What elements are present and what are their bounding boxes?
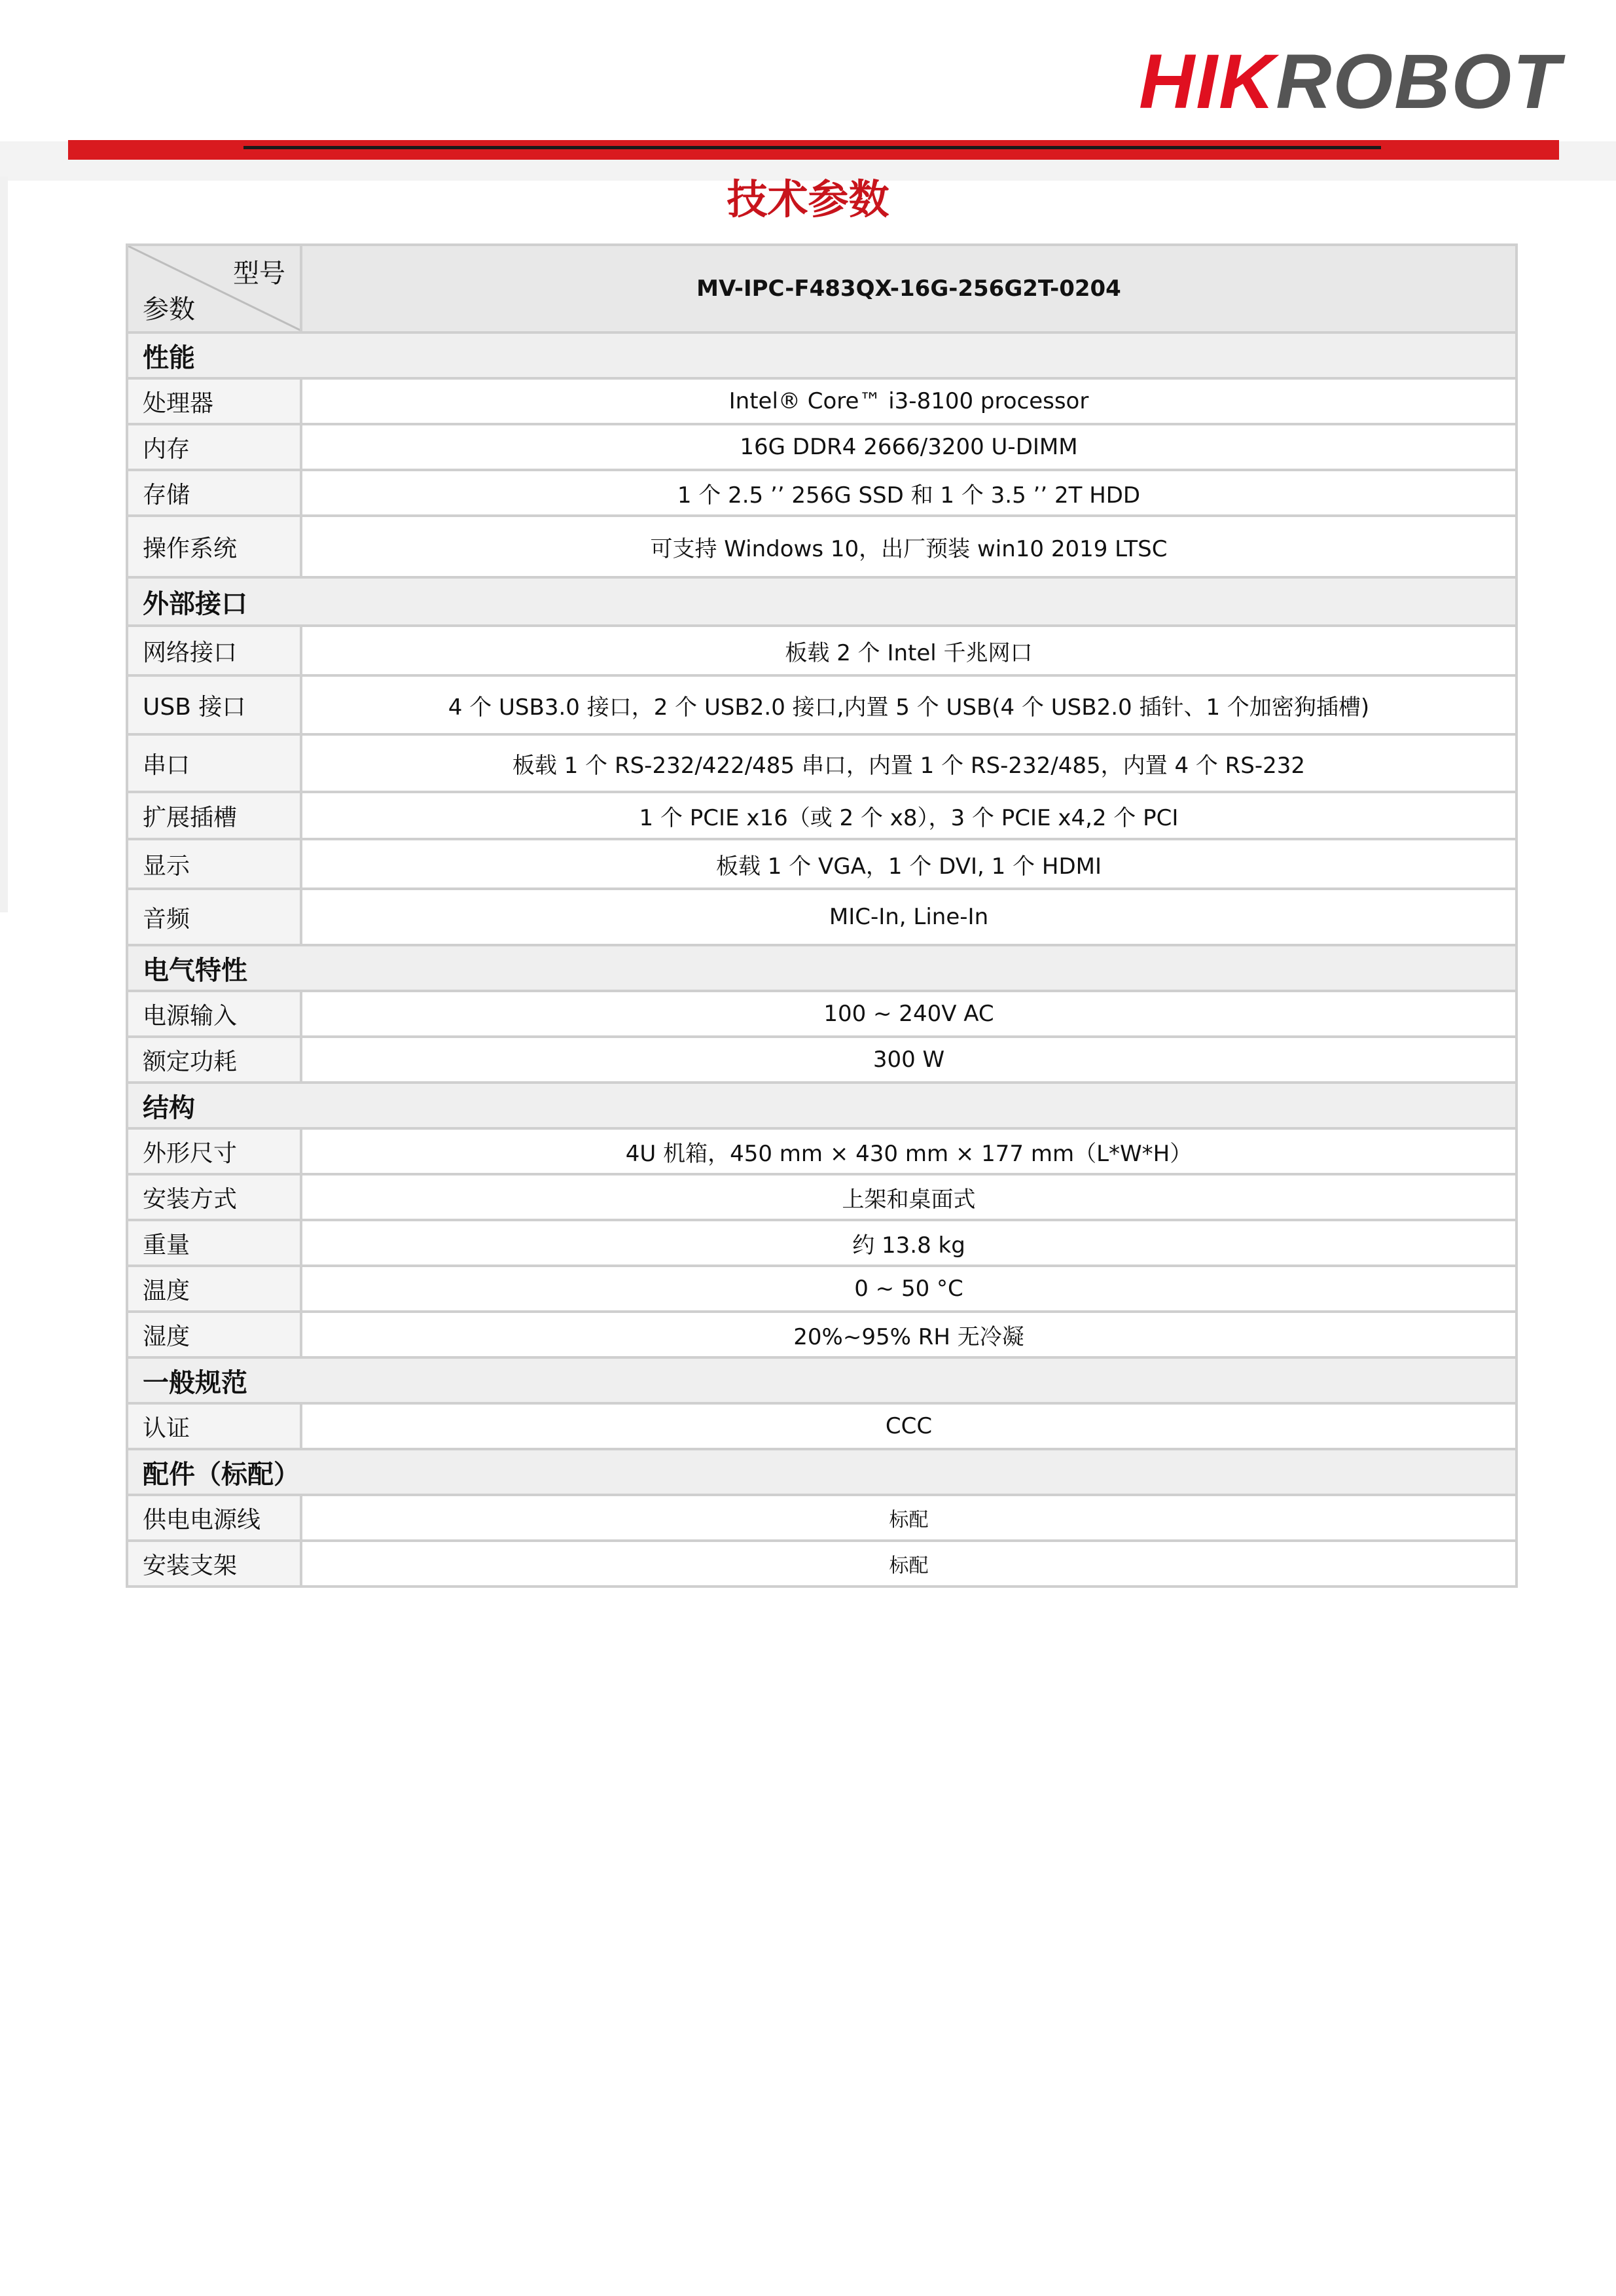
section-title: 性能 bbox=[127, 332, 1517, 378]
row-label: 音频 bbox=[127, 889, 301, 945]
row-label: 供电电源线 bbox=[127, 1495, 301, 1541]
row-label: 额定功耗 bbox=[127, 1037, 301, 1083]
section-title: 结构 bbox=[127, 1083, 1517, 1128]
section-row bbox=[127, 1083, 1517, 1128]
header-divider-line bbox=[243, 146, 1381, 149]
row-value: 标配 bbox=[301, 1495, 1517, 1541]
row-label: 温度 bbox=[127, 1266, 301, 1312]
table-row bbox=[127, 1174, 1517, 1220]
row-value: 4U 机箱，450 mm × 430 mm × 177 mm（L*W*H） bbox=[301, 1128, 1517, 1174]
section-row bbox=[127, 1357, 1517, 1403]
row-label: 存储 bbox=[127, 470, 301, 516]
table-row bbox=[127, 1128, 1517, 1174]
table-row bbox=[127, 1266, 1517, 1312]
row-label: 处理器 bbox=[127, 378, 301, 424]
left-panel bbox=[0, 177, 8, 912]
table-row bbox=[127, 1541, 1517, 1587]
logo-hik: HIK bbox=[1139, 39, 1276, 125]
row-label: 操作系统 bbox=[127, 516, 301, 577]
section-row bbox=[127, 1449, 1517, 1495]
table-row bbox=[127, 734, 1517, 792]
table-row bbox=[127, 1403, 1517, 1449]
table-row bbox=[127, 626, 1517, 675]
row-value: 板载 1 个 RS-232/422/485 串口，内置 1 个 RS-232/485，内置 4 个 RS-232 bbox=[301, 734, 1517, 792]
table-header-row bbox=[127, 245, 1517, 332]
table-row bbox=[127, 792, 1517, 839]
row-value: 0 ~ 50 °C bbox=[301, 1266, 1517, 1312]
row-label: 串口 bbox=[127, 734, 301, 792]
corner-model-label: 型号 bbox=[233, 259, 285, 289]
row-value: 4 个 USB3.0 接口，2 个 USB2.0 接口,内置 5 个 USB(4 个 USB2.0 插针、1 个加密狗插槽) bbox=[301, 675, 1517, 734]
section-title: 电气特性 bbox=[127, 945, 1517, 991]
table-row bbox=[127, 378, 1517, 424]
row-value: CCC bbox=[301, 1403, 1517, 1449]
row-value: 100 ~ 240V AC bbox=[301, 991, 1517, 1037]
row-value: 上架和桌面式 bbox=[301, 1174, 1517, 1220]
row-value: 20%~95% RH 无冷凝 bbox=[301, 1312, 1517, 1357]
row-label: 重量 bbox=[127, 1220, 301, 1266]
row-label: 外形尺寸 bbox=[127, 1128, 301, 1174]
row-value: 1 个 PCIE x16（或 2 个 x8），3 个 PCIE x4,2 个 PCI bbox=[301, 792, 1517, 839]
table-row bbox=[127, 1220, 1517, 1266]
section-title: 一般规范 bbox=[127, 1357, 1517, 1403]
row-label: 扩展插槽 bbox=[127, 792, 301, 839]
row-value: 可支持 Windows 10，出厂预装 win10 2019 LTSC bbox=[301, 516, 1517, 577]
page-title: 技术参数 bbox=[727, 175, 889, 223]
row-value: 300 W bbox=[301, 1037, 1517, 1083]
section-row bbox=[127, 577, 1517, 626]
row-label: 安装支架 bbox=[127, 1541, 301, 1587]
row-value: 板载 2 个 Intel 千兆网口 bbox=[301, 626, 1517, 675]
corner-cell bbox=[127, 245, 301, 332]
table-row bbox=[127, 1495, 1517, 1541]
header-red-bar bbox=[68, 140, 1559, 160]
row-value: Intel® Core™ i3-8100 processor bbox=[301, 378, 1517, 424]
model-name: MV-IPC-F483QX-16G-256G2T-0204 bbox=[301, 245, 1517, 332]
row-label: 内存 bbox=[127, 424, 301, 470]
row-value: 16G DDR4 2666/3200 U-DIMM bbox=[301, 424, 1517, 470]
row-label: USB 接口 bbox=[127, 675, 301, 734]
table-row bbox=[127, 991, 1517, 1037]
section-title: 外部接口 bbox=[127, 577, 1517, 626]
hikrobot-logo bbox=[1139, 39, 1577, 124]
table-row bbox=[127, 1037, 1517, 1083]
table-row bbox=[127, 1312, 1517, 1357]
row-value: 板载 1 个 VGA，1 个 DVI, 1 个 HDMI bbox=[301, 839, 1517, 889]
spec-table bbox=[126, 243, 1518, 1588]
row-label: 安装方式 bbox=[127, 1174, 301, 1220]
section-row bbox=[127, 945, 1517, 991]
table-row bbox=[127, 470, 1517, 516]
row-value: 约 13.8 kg bbox=[301, 1220, 1517, 1266]
table-row bbox=[127, 516, 1517, 577]
row-label: 电源输入 bbox=[127, 991, 301, 1037]
table-row bbox=[127, 675, 1517, 734]
row-label: 湿度 bbox=[127, 1312, 301, 1357]
corner-param-label: 参数 bbox=[143, 295, 195, 325]
logo-robot: ROBOT bbox=[1276, 39, 1562, 125]
table-row bbox=[127, 424, 1517, 470]
table-row bbox=[127, 839, 1517, 889]
row-label: 网络接口 bbox=[127, 626, 301, 675]
row-value: 1 个 2.5 ’’ 256G SSD 和 1 个 3.5 ’’ 2T HDD bbox=[301, 470, 1517, 516]
section-title: 配件（标配） bbox=[127, 1449, 1517, 1495]
row-label: 认证 bbox=[127, 1403, 301, 1449]
row-label: 显示 bbox=[127, 839, 301, 889]
row-value: MIC-In, Line-In bbox=[301, 889, 1517, 945]
section-row bbox=[127, 332, 1517, 378]
table-row bbox=[127, 889, 1517, 945]
row-value: 标配 bbox=[301, 1541, 1517, 1587]
